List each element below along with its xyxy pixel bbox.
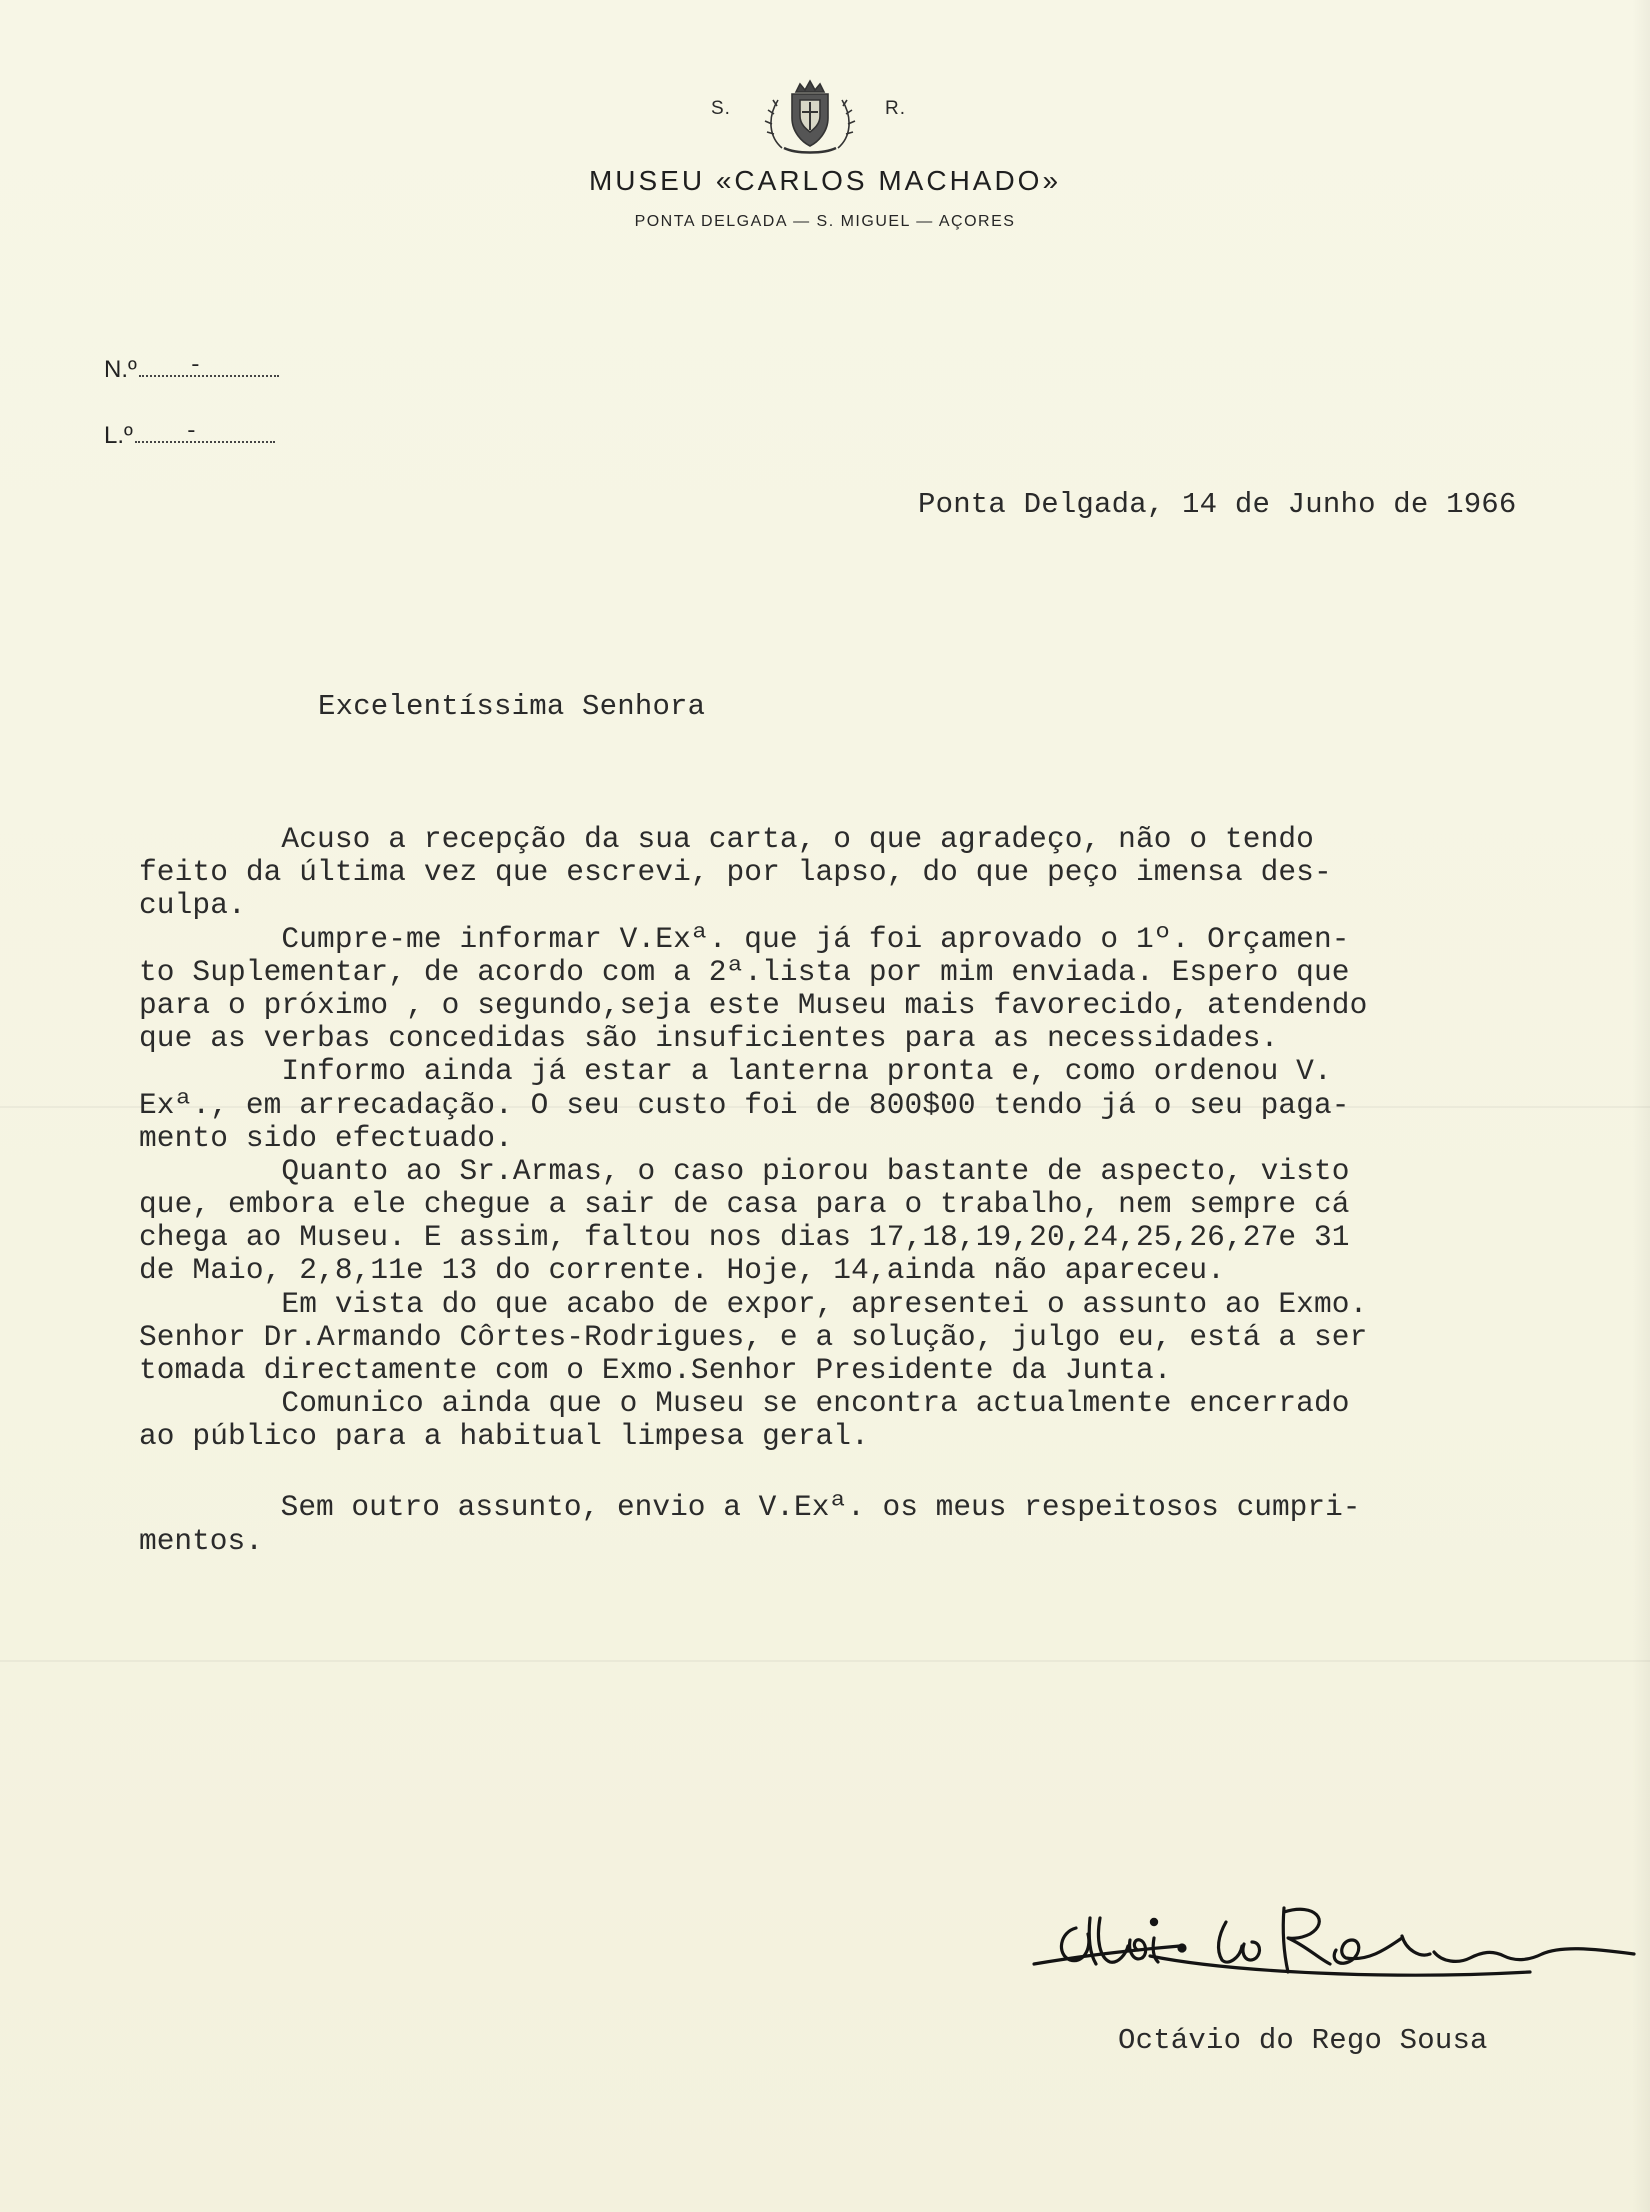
reference-number-label: N.º bbox=[104, 356, 137, 383]
body-line: ao público para a habitual limpesa geral. bbox=[139, 1419, 869, 1454]
reference-book bbox=[104, 419, 275, 450]
reference-book-line bbox=[135, 419, 275, 444]
letter-closing bbox=[139, 1490, 1361, 1558]
reference-number-line bbox=[139, 353, 279, 378]
body-line: Informo ainda já estar a lanterna pronta e, como ordenou V. bbox=[139, 1054, 1332, 1089]
body-line: Acuso a recepção da sua carta, o que agradeço, não o tendo bbox=[139, 822, 1314, 856]
letter-body bbox=[139, 823, 1539, 1454]
reference-number-value: - bbox=[188, 353, 202, 378]
closing-line: Sem outro assunto, envio a V.Exª. os meus respeitosos cumpri- bbox=[139, 1490, 1361, 1524]
body-line: Senhor Dr.Armando Côrtes-Rodrigues, e a solução, julgo eu, está a ser bbox=[139, 1319, 1368, 1354]
closing-line: mentos. bbox=[139, 1524, 263, 1558]
fold-line bbox=[0, 1660, 1650, 1662]
body-line: Quanto ao Sr.Armas, o caso piorou bastante de aspecto, visto bbox=[139, 1153, 1350, 1188]
reference-number bbox=[104, 353, 279, 384]
date-line: Ponta Delgada, 14 de Junho de 1966 bbox=[918, 488, 1517, 521]
letterhead-right-mark: R. bbox=[885, 98, 906, 119]
body-line: feito da última vez que escrevi, por lapso, do que peço imensa des- bbox=[139, 855, 1332, 890]
reference-book-value: - bbox=[184, 419, 198, 444]
body-line: tomada directamente com o Exmo.Senhor Presidente da Junta. bbox=[139, 1353, 1172, 1387]
signer-name: Octávio do Rego Sousa bbox=[1118, 2024, 1488, 2057]
body-line: to Suplementar, de acordo com a 2ª.lista por mim enviada. Espero que bbox=[139, 954, 1350, 989]
body-line: Exª., em arrecadação. O seu custo foi de 800$00 tendo já o seu paga- bbox=[139, 1087, 1350, 1122]
body-line: de Maio, 2,8,11e 13 do corrente. Hoje, 14,ainda não apareceu. bbox=[139, 1253, 1225, 1288]
institution-name: MUSEU «CARLOS MACHADO» bbox=[588, 165, 1062, 196]
body-line: Cumpre-me informar V.Exª. que já foi aprovado o 1º. Orçamen- bbox=[139, 921, 1350, 956]
reference-book-label: L.º bbox=[104, 422, 133, 449]
paper-edge bbox=[1632, 0, 1650, 2212]
body-line: Comunico ainda que o Museu se encontra actualmente encerrado bbox=[139, 1386, 1350, 1421]
body-line: Em vista do que acabo de expor, apresentei o assunto ao Exmo. bbox=[139, 1286, 1368, 1321]
body-line: chega ao Museu. E assim, faltou nos dias 17,18,19,20,24,25,26,27e 31 bbox=[139, 1220, 1350, 1255]
letterhead-left-mark: S. bbox=[711, 98, 731, 119]
institution-address: PONTA DELGADA — S. MIGUEL — AÇORES bbox=[634, 213, 1016, 230]
body-line: que as verbas concedidas são insuficientes para as necessidades. bbox=[139, 1021, 1279, 1056]
body-line: que, embora ele chegue a sair de casa para o trabalho, nem sempre cá bbox=[139, 1187, 1350, 1222]
salutation: Excelentíssima Senhora bbox=[318, 690, 706, 723]
handwritten-signature bbox=[1030, 1888, 1640, 1998]
body-line: culpa. bbox=[139, 888, 246, 923]
coat-of-arms-icon bbox=[762, 78, 858, 154]
body-line: para o próximo , o segundo,seja este Museu mais favorecido, atendendo bbox=[139, 987, 1368, 1022]
body-line: mento sido efectuado. bbox=[139, 1120, 513, 1155]
